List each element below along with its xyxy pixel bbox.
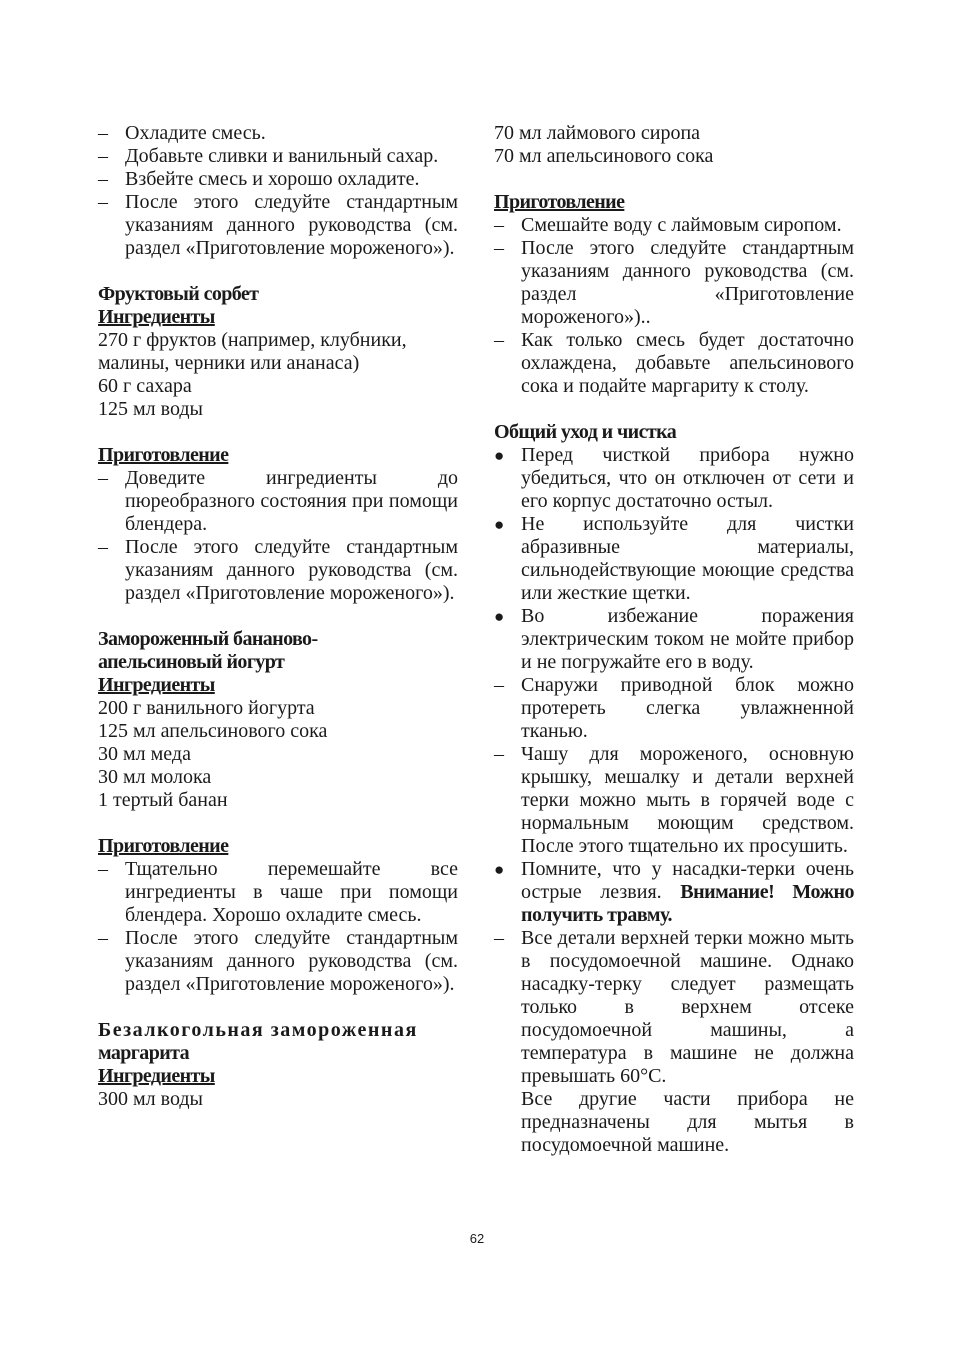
dash-marker: – bbox=[98, 467, 108, 489]
dash-marker: – bbox=[98, 191, 108, 213]
list-item bbox=[494, 214, 854, 237]
sorbet-title: Фруктовый сорбет bbox=[98, 283, 259, 305]
list-item bbox=[494, 927, 854, 1157]
yogurt-prep-label: Приготовление bbox=[98, 835, 229, 857]
margarita-title-line2: маргарита bbox=[98, 1042, 190, 1064]
dash-marker: – bbox=[494, 674, 504, 696]
margarita-prep-label: Приготовление bbox=[494, 191, 625, 213]
list-item-text: Смешайте воду с лаймовым сиропом. bbox=[521, 214, 842, 236]
left-column bbox=[98, 122, 458, 1111]
list-item bbox=[494, 743, 854, 858]
ingredient-line: 1 тертый банан bbox=[98, 789, 228, 811]
yogurt-ingredients-label: Ингредиенты bbox=[98, 674, 215, 696]
warning-bold-text: Внимание! Можно получить травму. bbox=[521, 881, 854, 926]
ingredient-line: 30 мл меда bbox=[98, 743, 191, 765]
list-item bbox=[98, 858, 458, 927]
list-item-text: Тщательно перемешайте все ингредиенты в чаше при помощи блендера. Хорошо охладите смесь. bbox=[125, 858, 458, 926]
list-item-text: Перед чисткой прибора нужно убедиться, что он отключен от сети и его корпус достаточно остыл. bbox=[521, 444, 854, 512]
bullet-icon: ● bbox=[494, 860, 505, 879]
dishwasher-note: Все другие части прибора не предназначены для мытья в посудомоечной машине. bbox=[521, 1088, 854, 1156]
dash-marker: – bbox=[98, 927, 108, 949]
list-item-text: Охладите смесь. bbox=[125, 122, 266, 144]
dash-marker: – bbox=[494, 743, 504, 765]
dishwasher-block bbox=[521, 927, 854, 1157]
list-item bbox=[98, 467, 458, 536]
ingredient-line: 30 мл молока bbox=[98, 766, 212, 788]
list-item bbox=[494, 674, 854, 743]
dash-marker: – bbox=[98, 536, 108, 558]
ingredient-line: 125 мл апельсинового сока bbox=[98, 720, 328, 742]
list-item-text: Доведите ингредиенты до пюреобразного состояния при помощи блендера. bbox=[125, 467, 458, 535]
ingredient-line: 125 мл воды bbox=[98, 398, 203, 420]
yogurt-title-line1: Замороженный бананово- bbox=[98, 628, 318, 650]
right-column bbox=[494, 122, 854, 1157]
margarita-title-line1: Безалкогольная замороженная bbox=[98, 1019, 418, 1041]
sorbet-prep-label: Приготовление bbox=[98, 444, 229, 466]
bullet-icon: ● bbox=[494, 607, 505, 626]
care-title: Общий уход и чистка bbox=[494, 421, 677, 443]
ingredient-line: 270 г фруктов (например, клубники, малины, черники или ананаса) bbox=[98, 329, 407, 374]
warning-plain-text: Помните, что у насадки-терки очень острые лезвия. bbox=[521, 858, 854, 903]
dash-marker: – bbox=[98, 858, 108, 880]
dash-marker: – bbox=[494, 237, 504, 259]
margarita-ingredients-label: Ингредиенты bbox=[98, 1065, 215, 1087]
dash-marker: – bbox=[494, 927, 504, 949]
dash-marker: – bbox=[98, 145, 108, 167]
list-item-text: Во избежание поражения электрическим током не мойте прибор и не погружайте его в воду. bbox=[521, 605, 854, 673]
list-item-text: После этого следуйте стандартным указаниям данного руководства (см. раздел «Приготовление мороженого»).. bbox=[521, 237, 854, 328]
ingredient-line: 60 г сахара bbox=[98, 375, 192, 397]
list-item bbox=[494, 329, 854, 398]
warning-text bbox=[521, 858, 854, 927]
list-item-text: После этого следуйте стандартным указаниям данного руководства (см. раздел «Приготовление мороженого»). bbox=[125, 191, 458, 259]
list-item-text: После этого следуйте стандартным указаниям данного руководства (см. раздел «Приготовление мороженого»). bbox=[125, 536, 458, 604]
dishwasher-text: Все детали верхней терки можно мыть в посудомоечной машине. Однако насадку-терку следует размещать только в верхнем отсеке посудомоечной машины, а температура в машине не должна превышать 60°C. bbox=[521, 927, 854, 1087]
sorbet-ingredients-label: Ингредиенты bbox=[98, 306, 215, 328]
dash-marker: – bbox=[494, 214, 504, 236]
list-item bbox=[494, 605, 854, 674]
list-item bbox=[494, 513, 854, 605]
list-item-text: Добавьте сливки и ванильный сахар. bbox=[125, 145, 439, 167]
list-item bbox=[494, 444, 854, 513]
yogurt-title-line2: апельсиновый йогурт bbox=[98, 651, 285, 673]
list-item bbox=[98, 191, 458, 260]
ingredient-line: 300 мл воды bbox=[98, 1088, 203, 1110]
ingredient-line: 200 г ванильного йогурта bbox=[98, 697, 315, 719]
dash-marker: – bbox=[98, 122, 108, 144]
list-item bbox=[98, 168, 458, 191]
list-item-text: Чашу для мороженого, основную крышку, мешалку и детали верхней терки можно мыть в горячей воде с нормальным моющим средством. После этого тщательно их просушить. bbox=[521, 743, 854, 857]
list-item-text: Взбейте смесь и хорошо охладите. bbox=[125, 168, 420, 190]
list-item-text: Как только смесь будет достаточно охлаждена, добавьте апельсинового сока и подайте маргариту к столу. bbox=[521, 329, 854, 397]
warning-item bbox=[494, 858, 854, 927]
ingredient-line: 70 мл апельсинового сока bbox=[494, 145, 714, 167]
ingredient-line: 70 мл лаймового сиропа bbox=[494, 122, 701, 144]
page-number: 62 bbox=[469, 1231, 485, 1246]
dash-marker: – bbox=[494, 329, 504, 351]
list-item bbox=[98, 145, 458, 168]
bullet-icon: ● bbox=[494, 515, 505, 534]
list-item bbox=[98, 122, 458, 145]
list-item bbox=[494, 237, 854, 329]
list-item bbox=[98, 927, 458, 996]
list-item bbox=[98, 536, 458, 605]
dash-marker: – bbox=[98, 168, 108, 190]
list-item-text: Не используйте для чистки абразивные материалы, сильнодействующие моющие средства или жесткие щетки. bbox=[521, 513, 854, 604]
bullet-icon: ● bbox=[494, 446, 505, 465]
list-item-text: Снаружи приводной блок можно протереть слегка увлажненной тканью. bbox=[521, 674, 854, 742]
list-item-text: После этого следуйте стандартным указаниям данного руководства (см. раздел «Приготовление мороженого»). bbox=[125, 927, 458, 995]
